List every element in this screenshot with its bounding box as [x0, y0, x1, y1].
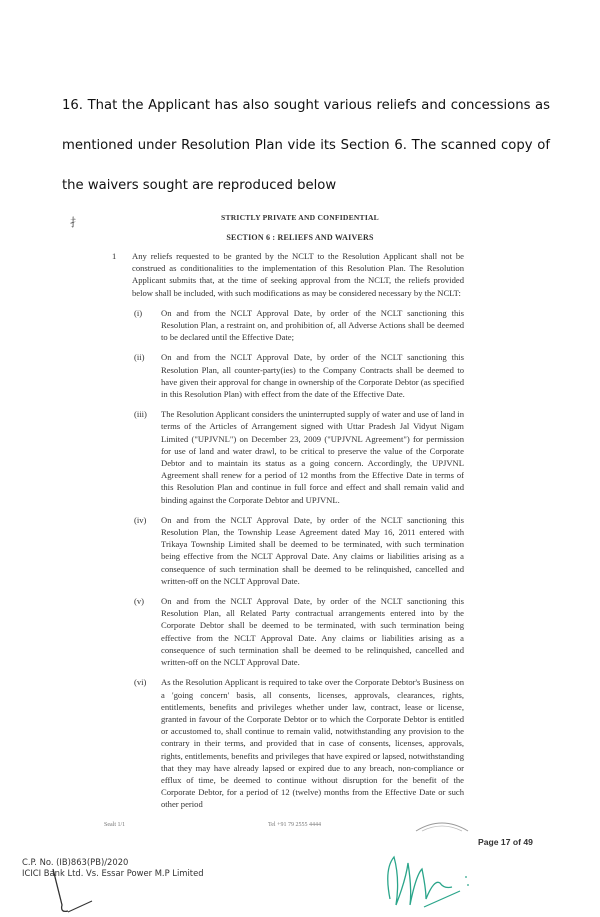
confidential-header: STRICTLY PRIVATE AND CONFIDENTIAL	[221, 213, 379, 222]
stamp-icon	[412, 819, 472, 833]
item-text: The Resolution Applicant considers the uninterrupted supply of water and use of land in terms of the Articles of Arrangement signed with Uttar Pradesh Jal Vidyut Nigam Limited ("UPJVNL") on December 23, 2009 ("UPJVNL Agreement") for permission for use of land and water drawl, to be critical to preserve the value of the Corporate Debtor and to maintain its status as a going concern. Accordingly, the UPJVNL Agreement shall renew for a period of 12 months from the Effective Date in terms of this Resolution Plan and continue in full force and effect and shall remain valid and binding against the Corporate Debtor and UPJVNL.	[161, 409, 464, 505]
item-text: On and from the NCLT Approval Date, by order of the NCLT sanctioning this Resolution Plan, all counter-party(ies) to the Company Contracts shall be deemed to have given their approval for change in ownership of the Corporate Debtor (as specified in this Resolution Plan) with effect from the date of the Effective Date.	[161, 352, 464, 400]
section-title: SECTION 6 : RELIEFS AND WAIVERS	[226, 233, 374, 242]
page-number: Page 17 of 49	[478, 836, 533, 847]
signature-green-icon	[382, 849, 472, 911]
page-footer	[0, 837, 600, 917]
signature-ink-icon	[50, 867, 100, 917]
handwritten-mark: ⺘	[70, 217, 81, 229]
item-text: On and from the NCLT Approval Date, by order of the NCLT sanctioning this Resolution Plan, a restraint on, and prohibition of, all Adverse Actions shall be deemed to be declared until the Effective Date;	[161, 307, 464, 343]
clause-text: Any reliefs requested to be granted by the NCLT to the Resolution Applicant shall not be construed as conditionalities to the implementation of this Resolution Plan. The Resolution Applicant submits that, at the time of seeking approval from the NCLT, the reliefs provided below shall be included, with such modifications as may be considered necessary by the NCLT:	[132, 251, 464, 298]
item-number: (iv)	[134, 514, 147, 525]
list-item	[134, 676, 464, 810]
footer-phone: Tel +91 79 2555 4444	[268, 821, 321, 828]
item-number: (i)	[134, 307, 143, 318]
list-item	[134, 408, 464, 506]
intro-paragraph: 16. That the Applicant has also sought various reliefs and concessions as mentioned under Resolution Plan vide its Section 6. The scanned copy of the waivers sought are reproduced below	[62, 98, 550, 193]
scan-footer	[0, 819, 600, 835]
item-number: (iii)	[134, 409, 147, 420]
clause-number: 1	[112, 251, 117, 261]
list-item	[134, 595, 464, 668]
item-number: (v)	[134, 596, 145, 607]
item-text: On and from the NCLT Approval Date, by order of the NCLT sanctioning this Resolution Plan, the Township Lease Agreement dated May 16, 2011 entered with Trikaya Township Limited shall be deemed to be terminated, with such termination being effective from the NCLT Approval Date. Any claims or liabilities arising as a consequence of such termination shall be deemed to be relinquished, cancelled and written-off on the NCLT Approval Date.	[161, 514, 464, 586]
footer-left: Sealt 1/1	[104, 821, 126, 828]
item-number: (vi)	[134, 677, 147, 688]
list-item	[134, 514, 464, 587]
list-item	[134, 307, 464, 344]
scanned-excerpt	[0, 212, 600, 835]
case-number: C.P. No. (IB)863(PB)/2020	[22, 856, 129, 867]
item-number: (ii)	[134, 352, 145, 363]
item-text: On and from the NCLT Approval Date, by order of the NCLT sanctioning this Resolution Plan, all Related Party contractual arrangements entered into by the Corporate Debtor shall be deemed to be terminated, with such termination being effective from the NCLT Approval Date. Any claims or liabilities arising as a consequence of such termination shall be deemed to be relinquished, cancelled and written-off on the NCLT Approval Date.	[161, 596, 464, 668]
clause	[112, 250, 464, 299]
item-text: As the Resolution Applicant is required to take over the Corporate Debtor's Business on a 'going concern' basis, all consents, licenses, approvals, clearances, rights, entitlements, benefits and privileges whether under law, contract, lease or license, granted in favour of the Corporate Debtor or to which the Corporate Debtor is entitled or accustomed to, shall continue to remain valid, notwithstanding any provision to the contrary in their terms, and provided that in case of consents, licenses, approvals, rights, entitlements, benefits and privileges that have expired or lapsed, notwithstanding that they may have already lapsed or expired due to any breach, non-compliance or efflux of time, be deemed to continue without disruption for the benefit of the Corporate Debtor, for a period of 12 (twelve) months from the Effective Date or such other period	[161, 677, 464, 810]
case-title: ICICI Bank Ltd. Vs. Essar Power M.P Limited	[22, 867, 204, 878]
list-item	[134, 351, 464, 400]
